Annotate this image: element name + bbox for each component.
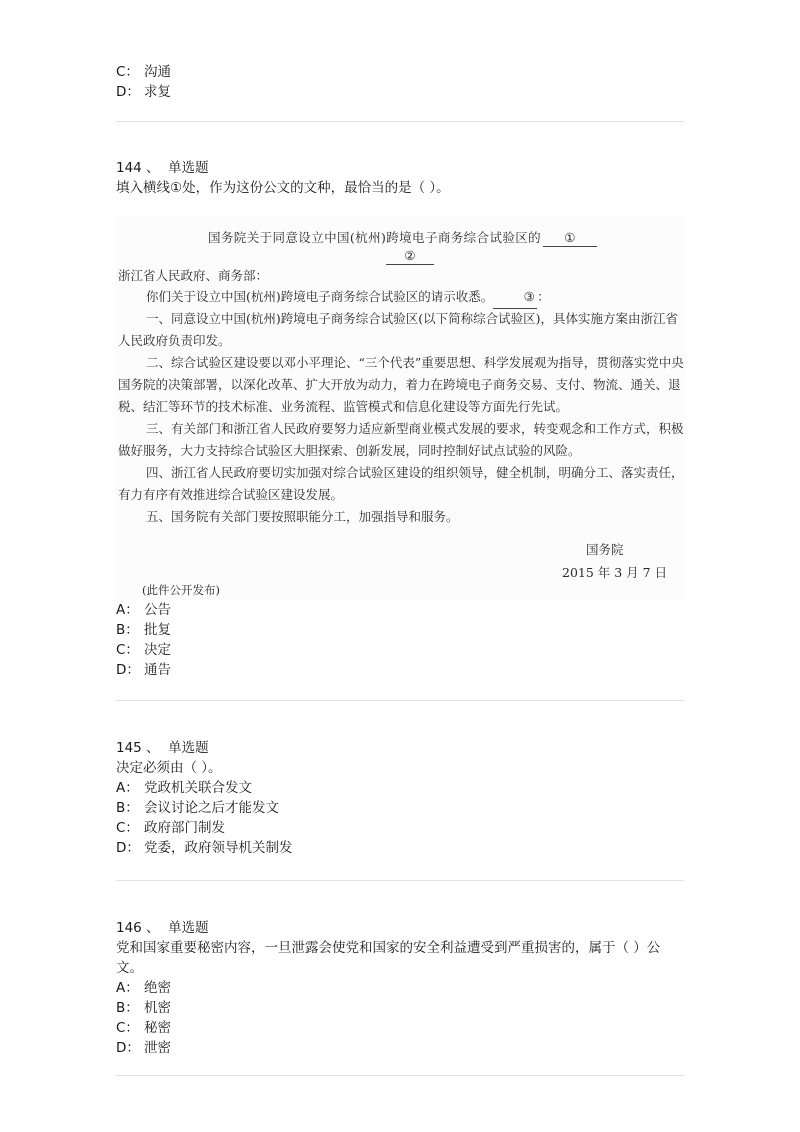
question-text: 填入横线①处，作为这份公文的文种，最恰当的是（ ）。 bbox=[116, 180, 450, 196]
option-b[interactable]: B： 批复 bbox=[116, 622, 171, 638]
document-intro: 你们关于设立中国(杭州)跨境电子商务综合试验区的请示收悉。 ③ ： bbox=[118, 286, 684, 309]
document-para-5: 五、国务院有关部门要按照职能分工，加强指导和服务。 bbox=[146, 509, 459, 524]
document-subtitle-blank bbox=[386, 248, 434, 265]
option-c[interactable]: C： 决定 bbox=[116, 642, 171, 658]
option-a[interactable]: A： 党政机关联合发文 bbox=[116, 780, 252, 796]
option-d[interactable]: D： 党委，政府领导机关制发 bbox=[116, 840, 293, 856]
blank-2: ② bbox=[386, 248, 434, 265]
question-text: 党和国家重要秘密内容，一旦泄露会使党和国家的安全利益遭受到严重损害的，属于（ ）公文。 bbox=[116, 940, 661, 976]
question-145 bbox=[116, 738, 684, 858]
official-document-image bbox=[116, 216, 686, 600]
document-para-2: 二、综合试验区建设要以邓小平理论、“三个代表”重要思想、科学发展观为指导，贯彻落实党中央国务院的决策部署，以深化改革、扩大开放为动力，着力在跨境电子商务交易、支付、物流、通关、退税、结汇等环节的技术标准、业务流程、监管模式和信息化建设等方面先行先试。 bbox=[118, 355, 684, 414]
option-b[interactable]: B： 会议讨论之后才能发文 bbox=[116, 800, 279, 816]
divider bbox=[116, 1075, 684, 1076]
divider bbox=[116, 880, 684, 881]
option-c[interactable]: C： 政府部门制发 bbox=[116, 820, 225, 836]
document-addressee: 浙江省人民政府、商务部： bbox=[118, 268, 269, 283]
option-c[interactable]: C： 沟通 bbox=[116, 64, 171, 80]
document-para-1: 一、同意设立中国(杭州)跨境电子商务综合试验区(以下简称综合试验区)，具体实施方案由浙江省人民政府负责印发。 bbox=[118, 311, 679, 348]
document-signature: 国务院 bbox=[586, 542, 624, 557]
option-d[interactable]: D： 求复 bbox=[116, 84, 171, 100]
divider bbox=[116, 121, 684, 122]
question-header: 145 、 单选题 bbox=[116, 740, 209, 756]
question-text: 决定必须由（ ）。 bbox=[116, 760, 222, 776]
blank-1: ① bbox=[543, 230, 597, 247]
document-note: (此件公开发布) bbox=[142, 583, 220, 597]
document-para-3: 三、有关部门和浙江省人民政府要努力适应新型商业模式发展的要求，转变观念和工作方式，积极做好服务，大力支持综合试验区大胆探索、创新发展，同时控制好试点试验的风险。 bbox=[118, 421, 684, 458]
document-para-4: 四、浙江省人民政府要切实加强对综合试验区建设的组织领导，健全机制，明确分工、落实责任，有力有序有效推进综合试验区建设发展。 bbox=[118, 465, 684, 502]
prev-question-options bbox=[116, 62, 684, 102]
option-d[interactable]: D： 泄密 bbox=[116, 1040, 171, 1056]
question-144-options bbox=[116, 600, 684, 680]
question-header: 146 、 单选题 bbox=[116, 920, 209, 936]
option-a[interactable]: A： 绝密 bbox=[116, 980, 171, 996]
document-date: 2015 年 3 月 7 日 bbox=[562, 565, 668, 580]
option-d[interactable]: D： 通告 bbox=[116, 662, 171, 678]
blank-3: ③ bbox=[493, 286, 537, 309]
option-c[interactable]: C： 秘密 bbox=[116, 1020, 171, 1036]
question-header: 144 、 单选题 bbox=[116, 160, 209, 176]
option-b[interactable]: B： 机密 bbox=[116, 1000, 171, 1016]
option-a[interactable]: A： 公告 bbox=[116, 602, 171, 618]
question-144 bbox=[116, 158, 684, 198]
document-title: 国务院关于同意设立中国(杭州)跨境电子商务综合试验区的 ① bbox=[208, 230, 597, 247]
question-146 bbox=[116, 918, 684, 1058]
divider bbox=[116, 700, 684, 701]
